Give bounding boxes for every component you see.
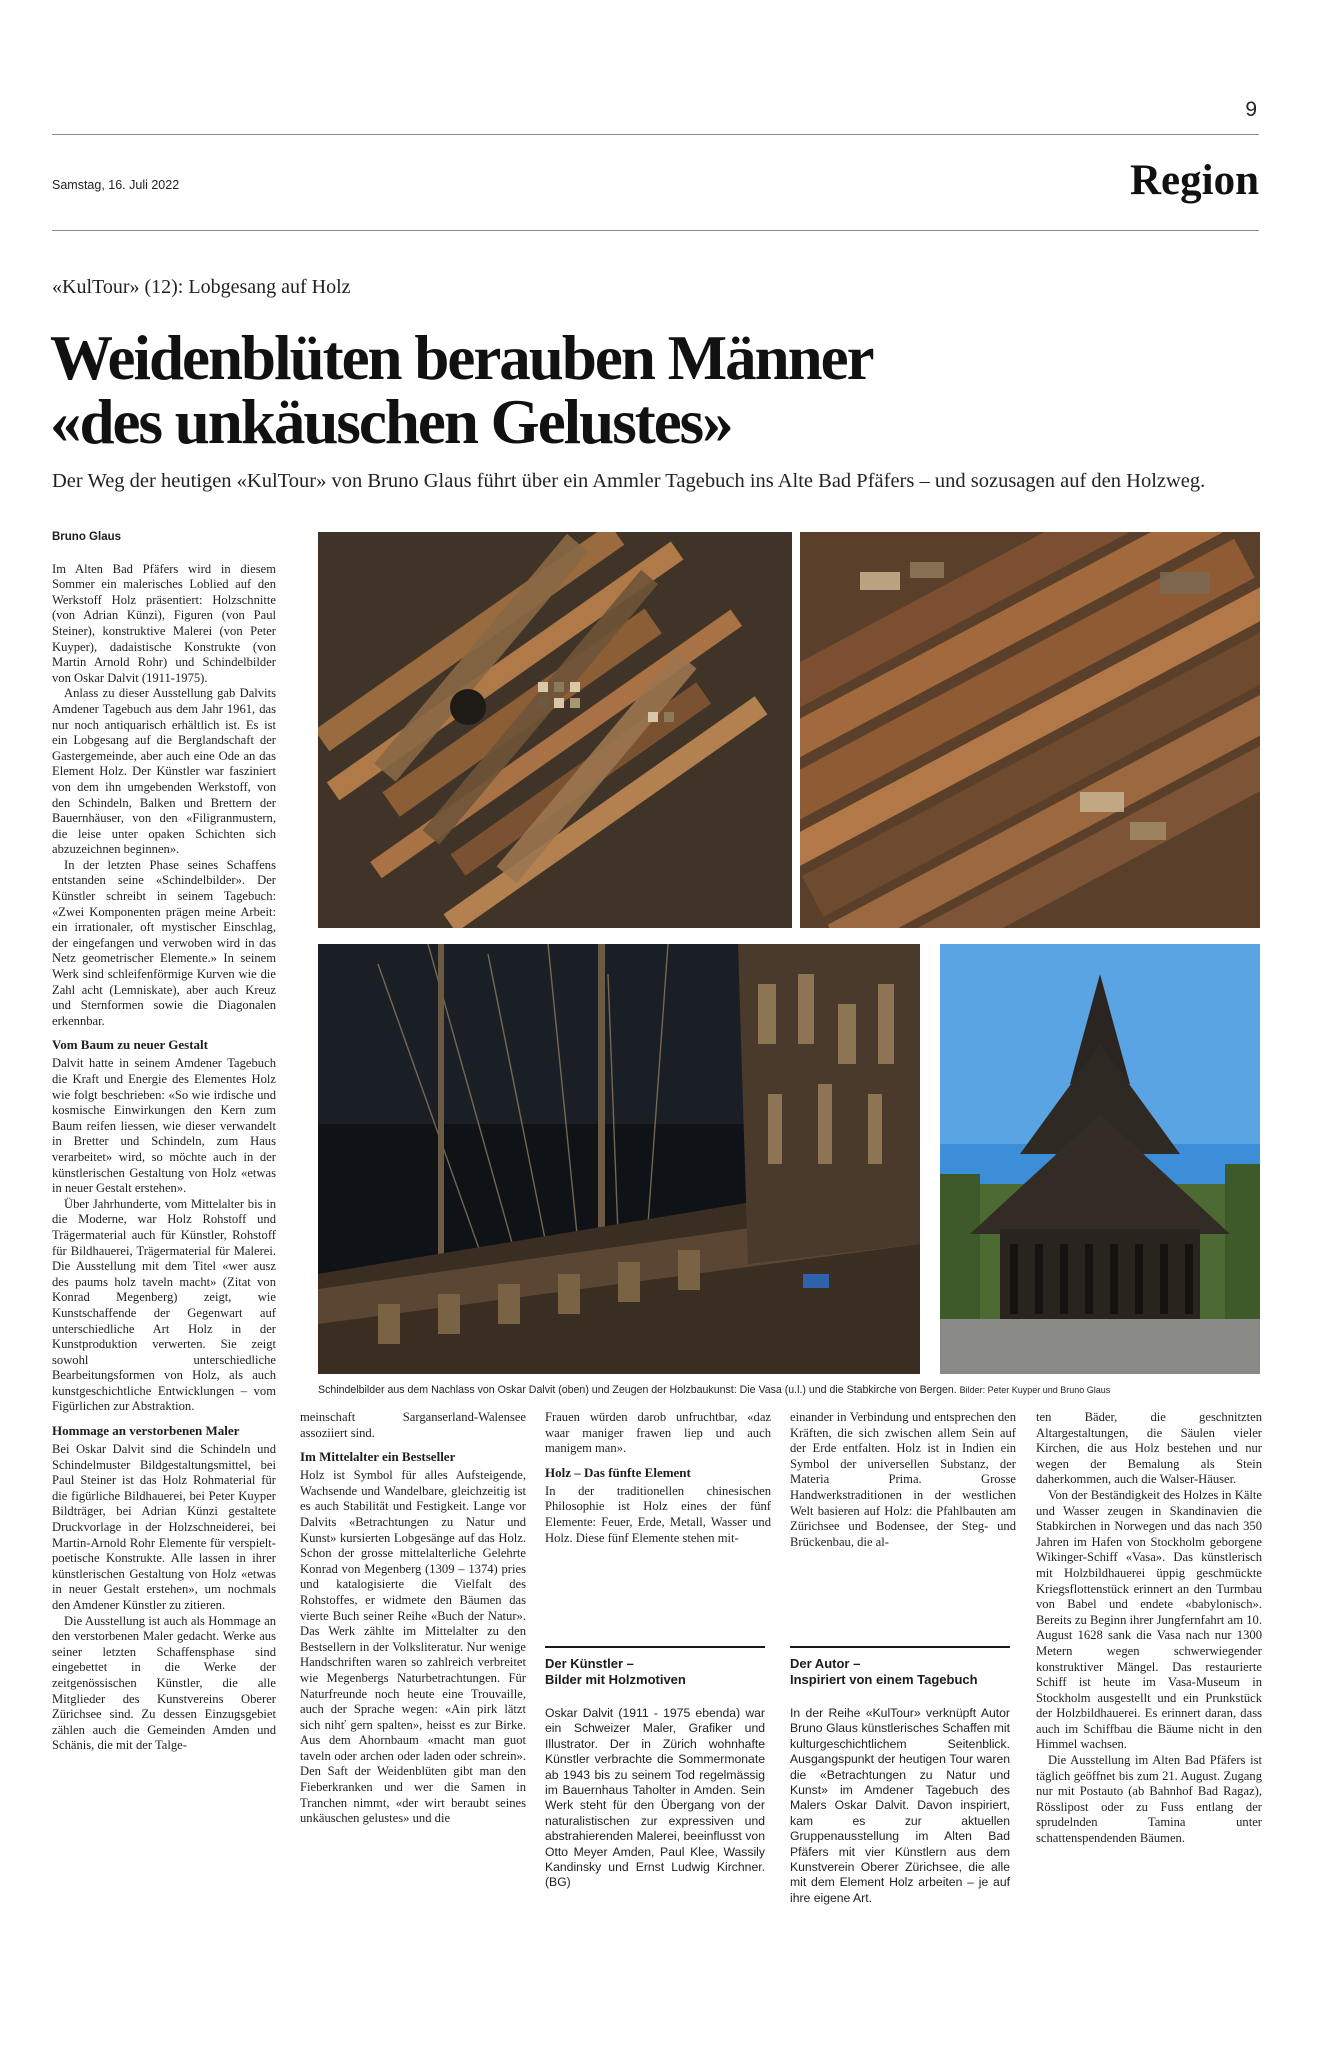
box-body: Oskar Dalvit (1911 - 1975 ebenda) war ein Schweizer Maler, Grafiker und Illustrator. Der in Zürich wohnhafte Künstler verbrachte die Sommermonate ab 1943 bis zu seinem Tod regelmässig im Bauernhaus Taholter in Amden. Sein Werk steht für den Übergang von der naturalistischen zur expressiven und abstrahierenden Malerei, beeinflusst von Otto Meyer Amden, Paul Klee, Wassily Kandinsky und Ernst Ludwig Kirchner. (BG) <box>545 1706 765 1890</box>
paragraph: Holz ist Symbol für alles Aufsteigende, Wachsende und Wandelbare, gleichzeitig ist es auch Stabilität und Festigkeit. Lange vor Dalvits «Betrachtungen zu Natur und Kunst» kursierten Lobgesänge auf das Holz. Schon der grosse mittelalterliche Gelehrte Konrad von Megenberg (1309 – 1374) pries und katalogisierte die Vielfalt des Rohstoffes, er widmete den Bäumen das vierte Buch seiner Reihe «Buch der Natur». Das Werk zählte im Mittelalter zu den Bestsellern in der Volksliteratur. Nur wenige Handschriften waren so zahlreich verbreitet wie Megenbergs Naturbetrachtungen. Für Naturfreunde noch heute eine Trouvaille, auch der Sprache wegen: «Ain pirk lätzt sich nihť gern spalten», heisst es zur Birke. Aus dem Ahornbaum «macht man guot taveln oder archen oder laden oder schrein». Den Saft der Weidenblüten gibt man den Fieberkranken und wer die Samen in Tranchen nimmt, «der wirt beraubt seines unkäuschen gelustes» und die <box>300 1468 526 1826</box>
paragraph: Dalvit hatte in seinem Amdener Tagebuch die Kraft und Energie des Elementes Holz wie folgt beschrieben: «So wie irdische und kosmische Einwirkungen den Kern zum Baum reifen liessen, wie dieser verwandelt in Bretter und Schindeln, zum Haus verarbeitet» wird, so möchte auch in der künstlerischen Gestaltung von Holz «etwas in neuer Gestalt erstehen». <box>52 1056 276 1196</box>
paragraph: Bei Oskar Dalvit sind die Schindeln und Schindelmuster Bildgestaltungsmittel, bei Paul Steiner ist das Holz Rohmaterial für die figürliche Bildhauerei, bei Peter Kuyper Bildträger, bei Adrian Künzi gestaltete Druckvorlage in der Holzschneiderei, bei Martin-Arnold Rohr Elemente für verspielt-poetische Konstrukte. Alle lassen in ihrer künstlerischen Gestaltung von Holz «etwas in neuer Gestalt erstehen», um nochmals den Amdener Künstler zu zitieren. <box>52 1442 276 1612</box>
headline-line-1: Weidenblüten berauben Männer <box>50 323 873 393</box>
issue-date: Samstag, 16. Juli 2022 <box>52 178 180 192</box>
subheading: Im Mittelalter ein Bestseller <box>300 1449 456 1465</box>
paragraph: Die Ausstellung im Alten Bad Pfäfers ist täglich geöffnet bis zum 21. August. Zugang nur mit Postauto (ab Bahnhof Bad Ragaz), Rösslipost oder zu Fuss entlang der sprudelnden Tamina unter schattenspendenden Bäumen. <box>1036 1753 1262 1846</box>
paragraph: meinschaft Sarganserland-Walensee assoziiert sind. <box>300 1410 526 1440</box>
paragraph: Im Alten Bad Pfäfers wird in diesem Sommer ein malerisches Loblied auf den Werkstoff Holz präsentiert: Holzschnitte (von Adrian Künzi), Figuren (von Paul Steiner), konstruktive Malerei (von Peter Kuyper), dadaistische Konstrukte (von Martin Arnold Rohr) und Schindelbilder von Oskar Dalvit (1911-1975). <box>52 561 276 685</box>
paragraph: Von der Beständigkeit des Holzes in Kälte und Wasser zeugen in Skandinavien die Stabkirchen in Norwegen und das nach 350 Jahren im Hafen von Stockholm geborgene Wikinger-Schiff «Vasa». Das künstlerisch mit Holzbildhauerei üppig geschmückte Kriegsflottenstück erinnert an den Turmbau von Babel und endete «babylonisch». Bereits zu Beginn ihrer Jungfernfahrt am 10. August 1628 sank die Vasa nach nur 1300 Metern wegen schwerwiegender konstruktiver Mängel. Das restaurierte Schiff ist heute im Vasa-Museum in Stockholm ausgestellt und ein Prunkstück der Holzbildhauerei. Es erinnert daran, dass auch im Schiffbau die Bäume nicht in den Himmel wachsen. <box>1036 1487 1262 1752</box>
header-rule-top <box>52 134 1259 135</box>
photo-shingle-artwork-2 <box>800 532 1260 928</box>
article-kicker: «KulTour» (12): Lobgesang auf Holz <box>52 276 351 298</box>
article-lead: Der Weg der heutigen «KulTour» von Bruno Glaus führt über ein Ammler Tagebuch ins Alte Bad Pfäfers – und sozusagen auf den Holzweg. <box>52 470 1206 492</box>
paragraph: Die Ausstellung ist auch als Hommage an den verstorbenen Maler gedacht. Werke aus seiner letzten Schaffensphase sind eingebettet in die Werke der zeitgenössischen Künstler, die alle Mitglieder des Kunstvereins Oberer Zürichsee sind. Zu dessen Einzugsgebiet zählen auch die Gemeinden Amden und Schänis, die mit der Talge- <box>52 1613 276 1753</box>
subheading: Vom Baum zu neuer Gestalt <box>52 1037 208 1053</box>
text-column-3 <box>545 1410 771 1546</box>
caption-text: Schindelbilder aus dem Nachlass von Oskar Dalvit (oben) und Zeugen der Holzbaukunst: Die Vasa (u.l.) und die Stabkirche von Bergen. <box>318 1384 957 1396</box>
header-rule-bottom <box>52 230 1259 231</box>
photo-vasa-ship <box>318 944 920 1374</box>
text-column-5 <box>1036 1410 1262 1847</box>
caption-credit: Bilder: Peter Kuyper und Bruno Glaus <box>959 1385 1111 1395</box>
page-number: 9 <box>1245 98 1257 121</box>
text-column-1 <box>52 530 276 1754</box>
paragraph: ten Bäder, die geschnitzten Altargestaltungen, die Säulen vieler Kirchen, die aus Holz bestehen und nur wegen der Bemalung als Stein daherkommen, auch die Walser-Häuser. <box>1036 1410 1262 1487</box>
box-title <box>545 1656 765 1688</box>
info-box-artist <box>545 1646 765 1891</box>
box-title <box>790 1656 1010 1688</box>
subheading: Holz – Das fünfte Element <box>545 1464 691 1480</box>
text-column-4 <box>790 1410 1016 1550</box>
text-column-2 <box>300 1410 526 1827</box>
box-rule <box>790 1646 1010 1648</box>
box-title-line: Der Künstler – <box>545 1656 634 1671</box>
box-title-line: Bilder mit Holzmotiven <box>545 1672 686 1687</box>
author-byline: Bruno Glaus <box>52 531 122 543</box>
box-body: In der Reihe «KulTour» verknüpft Autor Bruno Glaus künstlerisches Schaffen mit kulturgeschichtlichem Seitenblick. Ausgangspunkt der heutigen Tour waren die «Betrachtungen zu Natur und Kunst» im Amdener Tagebuch des Malers Oskar Dalvit. Davon inspiriert, kam es zur aktuellen Gruppenausstellung im Alten Bad Pfäfers mit vier Künstlern aus dem Kunstverein Oberer Zürichsee, die alle mit dem Element Holz arbeiten – je auf ihre eigene Art. <box>790 1706 1010 1905</box>
box-title-line: Der Autor – <box>790 1656 861 1671</box>
headline-line-2: «des unkäuschen Gelustes» <box>50 387 732 457</box>
box-rule <box>545 1646 765 1648</box>
article-headline <box>50 323 1250 457</box>
paragraph: In der letzten Phase seines Schaffens entstanden seine «Schindelbilder». Der Künstler schreibt in seinem Tagebuch: «Zwei Komponenten prägen meine Arbeit: ein irrationaler, oft mystischer Einschlag, der eingefangen und verwoben wird in das Netz geometrischer Elemente.» In seinem Werk sind schleifenförmige Kurven wie die Zahl acht (Lemniskate), aber auch Kreuz und Sternformen sowie die Diagonalen erkennbar. <box>52 857 276 1028</box>
paragraph: In der traditionellen chinesischen Philosophie ist Holz eines der fünf Elemente: Feuer, Erde, Metall, Wasser und Holz. Diese fünf Elemente stehen mit- <box>545 1483 771 1545</box>
section-title: Region <box>1130 157 1259 204</box>
photo-stave-church <box>940 944 1260 1374</box>
paragraph: einander in Verbindung und entsprechen den Kräften, die sich zwischen allem Sein auf der Erde entfalten. Holz ist in Indien ein Symbol der universellen Substanz, der Materia Prima. Grosse Handwerkstraditionen in der westlichen Welt basieren auf Holz: die Pfahlbauten am Zürichsee und Bodensee, der Steg- und Brückenbau, die al- <box>790 1410 1016 1549</box>
subheading: Hommage an verstorbenen Maler <box>52 1423 240 1439</box>
paragraph: Frauen würden darob unfruchtbar, «daz waar maniger frawen liep und auch manigem man». <box>545 1410 771 1456</box>
info-box-author <box>790 1646 1010 1906</box>
photo-caption <box>318 1384 1262 1396</box>
paragraph: Über Jahrhunderte, vom Mittelalter bis in die Moderne, war Holz Rohstoff und Trägermaterial auch für Künstler, Rohstoff für Bildhauerei, Trägermaterial für Malerei. Die Ausstellung mit dem Titel «wer ausz des paums holz taveln macht» (Zitat von Konrad Megenberg) zeigt, wie Kunstschaffende der Gegenwart auf unterschiedliche Art Holz in der Kunstproduktion verwerten. Sie zeigt sowohl unterschiedliche Bearbeitungsformen von Holz, als auch kunstgeschichtliche Entwicklungen – vom Figürlichen zur Abstraktion. <box>52 1196 276 1414</box>
box-title-line: Inspiriert von einem Tagebuch <box>790 1672 978 1687</box>
paragraph: Anlass zu dieser Ausstellung gab Dalvits Amdener Tagebuch aus dem Jahr 1961, das nur noch antiquarisch erhältlich ist. Es ist ein Lobgesang auf die Berglandschaft der Gastergemeinde, aber auch eine Ode an das Element Holz. Der Künstler war fasziniert von dem ihn umgebenden Werkstoff, von den Schindeln, Balken und Brettern der Bauernhäuser, von den «Filigranmustern, die leise unter opaken Schichten sich abzuzeichnen beginnen». <box>52 686 276 857</box>
photo-shingle-artwork-1 <box>318 532 792 928</box>
